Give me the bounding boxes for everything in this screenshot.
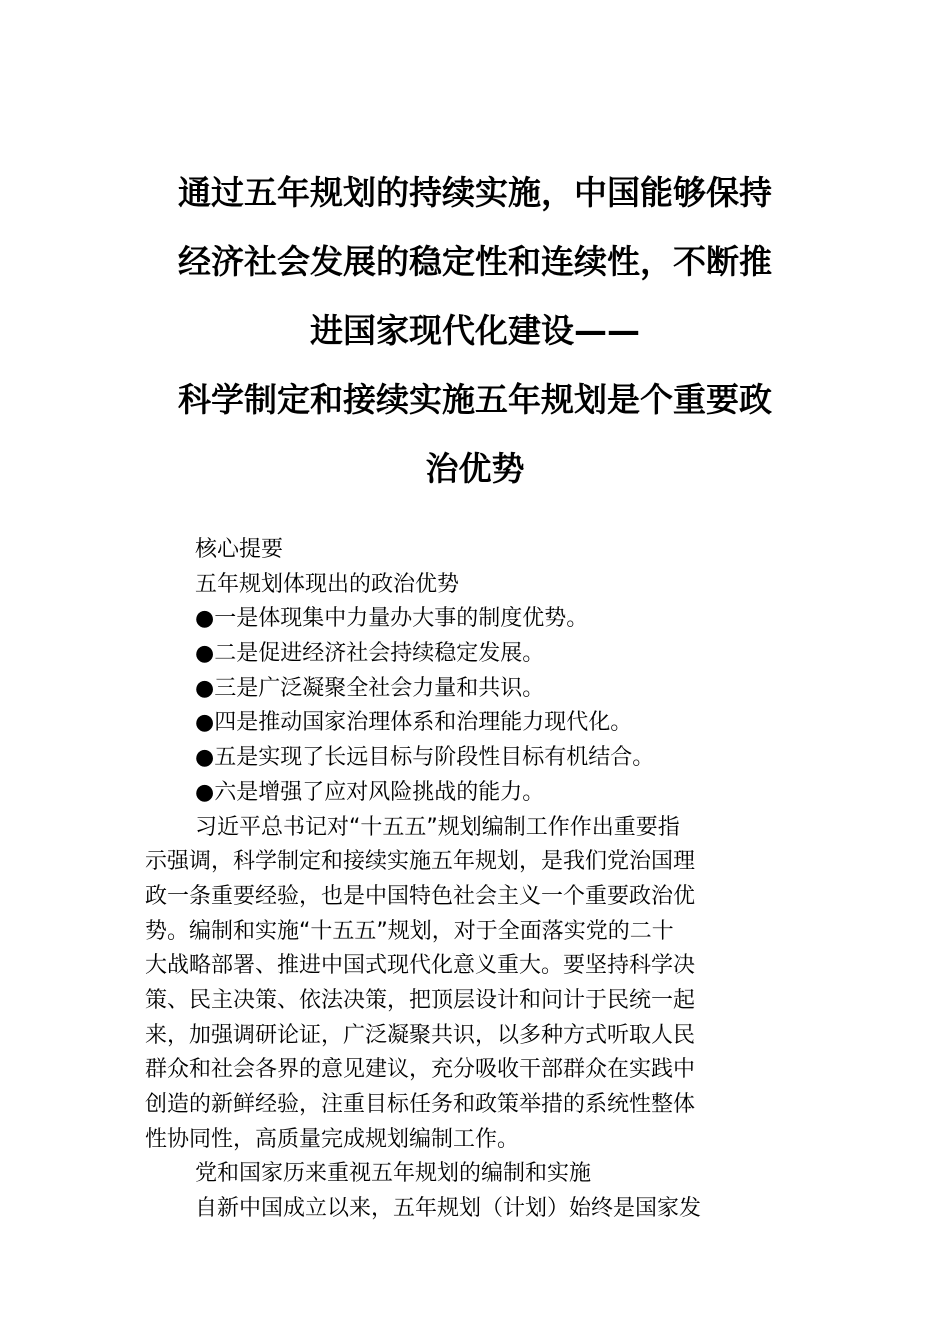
bullet-item: ●三是广泛凝聚全社会力量和共识。 bbox=[195, 675, 545, 701]
paragraph-line: 政一条重要经验，也是中国特色社会主义一个重要政治优 bbox=[145, 883, 696, 909]
title-line: 科学制定和接续实施五年规划是个重要政 bbox=[178, 380, 772, 419]
paragraph-line: 创造的新鲜经验，注重目标任务和政策举措的系统性整体 bbox=[145, 1092, 696, 1117]
title-line: 通过五年规划的持续实施，中国能够保持 bbox=[178, 173, 772, 212]
bullet-item: ●五是实现了长远目标与阶段性目标有机结合。 bbox=[195, 745, 655, 771]
paragraph-line: 性协同性，高质量完成规划编制工作。 bbox=[145, 1126, 520, 1152]
advantages-heading: 五年规划体现出的政治优势 bbox=[195, 571, 460, 597]
bullet-item: ●六是增强了应对风险挑战的能力。 bbox=[195, 779, 545, 805]
section-heading: 党和国家历来重视五年规划的编制和实施 bbox=[195, 1161, 592, 1187]
paragraph-line: 势。编制和实施“十五五”规划，对于全面落实党的二十 bbox=[145, 918, 674, 944]
paragraph-2 bbox=[145, 1192, 810, 1227]
paragraph-line: 自新中国成立以来，五年规划（计划）始终是国家发 bbox=[195, 1196, 702, 1222]
paragraph-line: 群众和社会各界的意见建议，充分吸收干部群众在实践中 bbox=[145, 1057, 696, 1083]
paragraph-line: 策、民主决策、依法决策，把顶层设计和问计于民统一起 bbox=[145, 987, 696, 1013]
paragraph-1 bbox=[145, 811, 810, 1158]
paragraph-line: 习近平总书记对“十五五”规划编制工作作出重要指 bbox=[195, 814, 680, 840]
paragraph-line: 示强调，科学制定和接续实施五年规划，是我们党治国理 bbox=[145, 849, 696, 875]
title-line: 治优势 bbox=[425, 449, 525, 488]
advantages-list bbox=[145, 602, 810, 810]
title-line: 经济社会发展的稳定性和连续性，不断推 bbox=[178, 242, 772, 281]
summary-heading: 核心提要 bbox=[195, 537, 284, 562]
title-line: 进国家现代化建设—— bbox=[310, 311, 640, 350]
paragraph-line: 来，加强调研论证，广泛凝聚共识，以多种方式听取人民 bbox=[145, 1022, 696, 1048]
document-body bbox=[145, 533, 810, 1227]
bullet-item: ●一是体现集中力量办大事的制度优势。 bbox=[195, 606, 589, 632]
bullet-item: ●二是促进经济社会持续稳定发展。 bbox=[195, 641, 545, 667]
document-title bbox=[140, 158, 810, 503]
paragraph-line: 大战略部署、推进中国式现代化意义重大。要坚持科学决 bbox=[145, 953, 696, 979]
bullet-item: ●四是推动国家治理体系和治理能力现代化。 bbox=[195, 710, 633, 736]
